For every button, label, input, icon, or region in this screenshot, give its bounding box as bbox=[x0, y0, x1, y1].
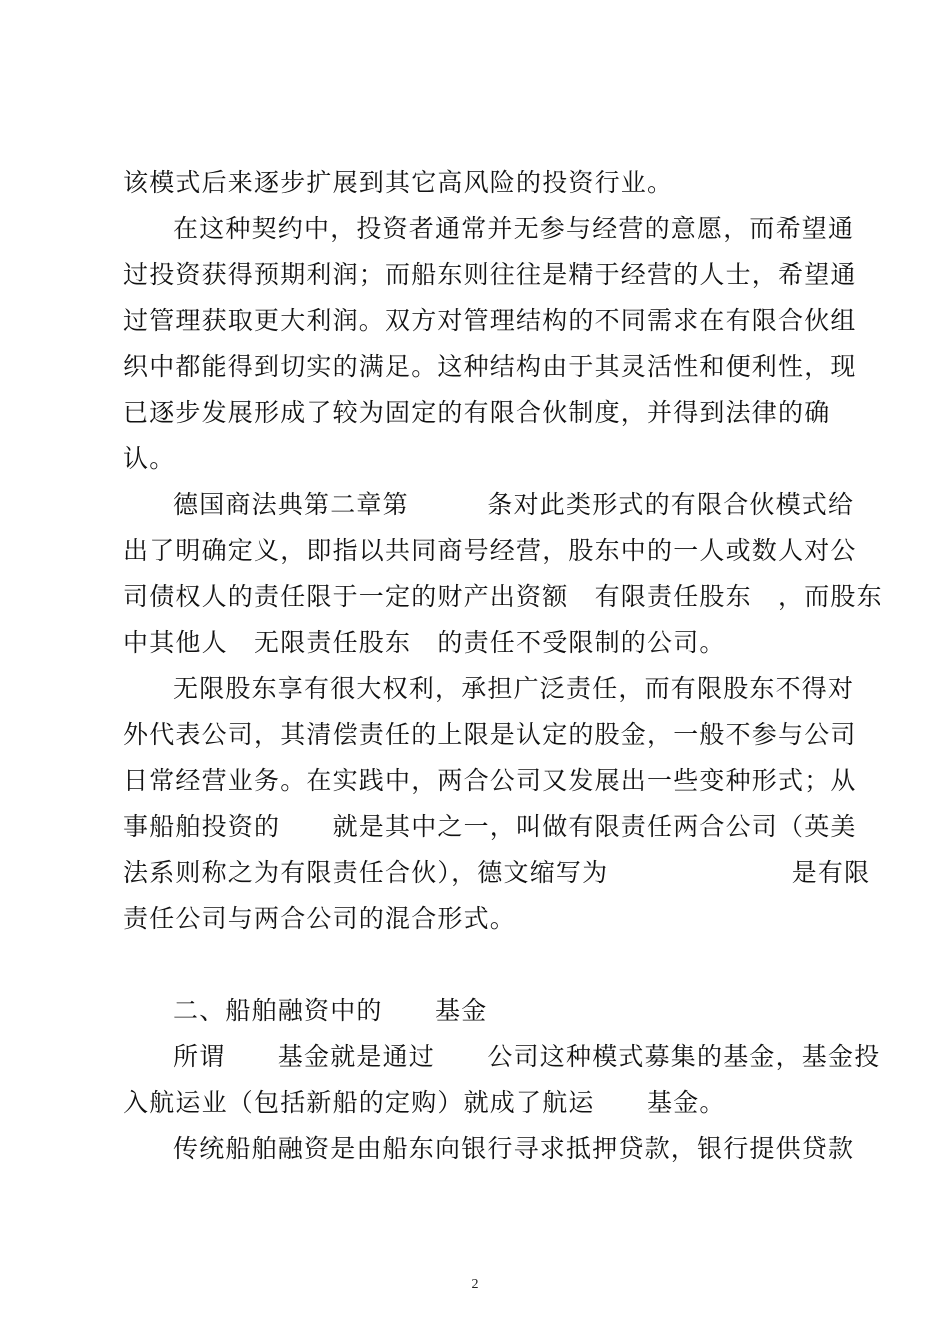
text-line-11: 中其他人 无限责任股东 的责任不受限制的公司。 bbox=[123, 628, 726, 657]
text-line-20: 入航运业（包括新船的定购）就成了航运 基金。 bbox=[123, 1088, 726, 1117]
text-line-2: 在这种契约中，投资者通常并无参与经营的意愿，而希望通 bbox=[173, 214, 855, 243]
text-line-16: 法系则称之为有限责任合伙），德文缩写为 是有限 bbox=[123, 858, 871, 887]
text-line-15: 事船舶投资的 就是其中之一，叫做有限责任两合公司（英美 bbox=[123, 812, 857, 841]
text-line-8: 德国商法典第二章第 条对此类形式的有限合伙模式给 bbox=[173, 490, 855, 519]
text-line-3: 过投资获得预期利润；而船东则往往是精于经营的人士，希望通 bbox=[123, 260, 857, 289]
text-line-5: 织中都能得到切实的满足。这种结构由于其灵活性和便利性，现 bbox=[123, 352, 857, 381]
text-line-6: 已逐步发展形成了较为固定的有限合伙制度，并得到法律的确 bbox=[123, 398, 831, 427]
text-line-1: 该模式后来逐步扩展到其它高风险的投资行业。 bbox=[123, 168, 674, 197]
text-line-17: 责任公司与两合公司的混合形式。 bbox=[123, 904, 517, 933]
text-line-9: 出了明确定义，即指以共同商号经营，股东中的一人或数人对公 bbox=[123, 536, 857, 565]
text-line-7: 认。 bbox=[123, 444, 176, 473]
section-heading: 二、船舶融资中的 基金 bbox=[173, 996, 488, 1025]
text-line-14: 日常经营业务。在实践中，两合公司又发展出一些变种形式；从 bbox=[123, 766, 857, 795]
text-line-19: 所谓 基金就是通过 公司这种模式募集的基金，基金投 bbox=[173, 1042, 881, 1071]
text-line-12: 无限股东享有很大权利，承担广泛责任，而有限股东不得对 bbox=[173, 674, 855, 703]
page-number: 2 bbox=[471, 1277, 479, 1292]
text-line-10: 司债权人的责任限于一定的财产出资额 有限责任股东 ，而股东 bbox=[123, 582, 883, 611]
text-line-13: 外代表公司，其清偿责任的上限是认定的股金，一般不参与公司 bbox=[123, 720, 857, 749]
text-line-4: 过管理获取更大利润。双方对管理结构的不同需求在有限合伙组 bbox=[123, 306, 857, 335]
text-line-21: 传统船舶融资是由船东向银行寻求抵押贷款，银行提供贷款 bbox=[173, 1134, 855, 1163]
